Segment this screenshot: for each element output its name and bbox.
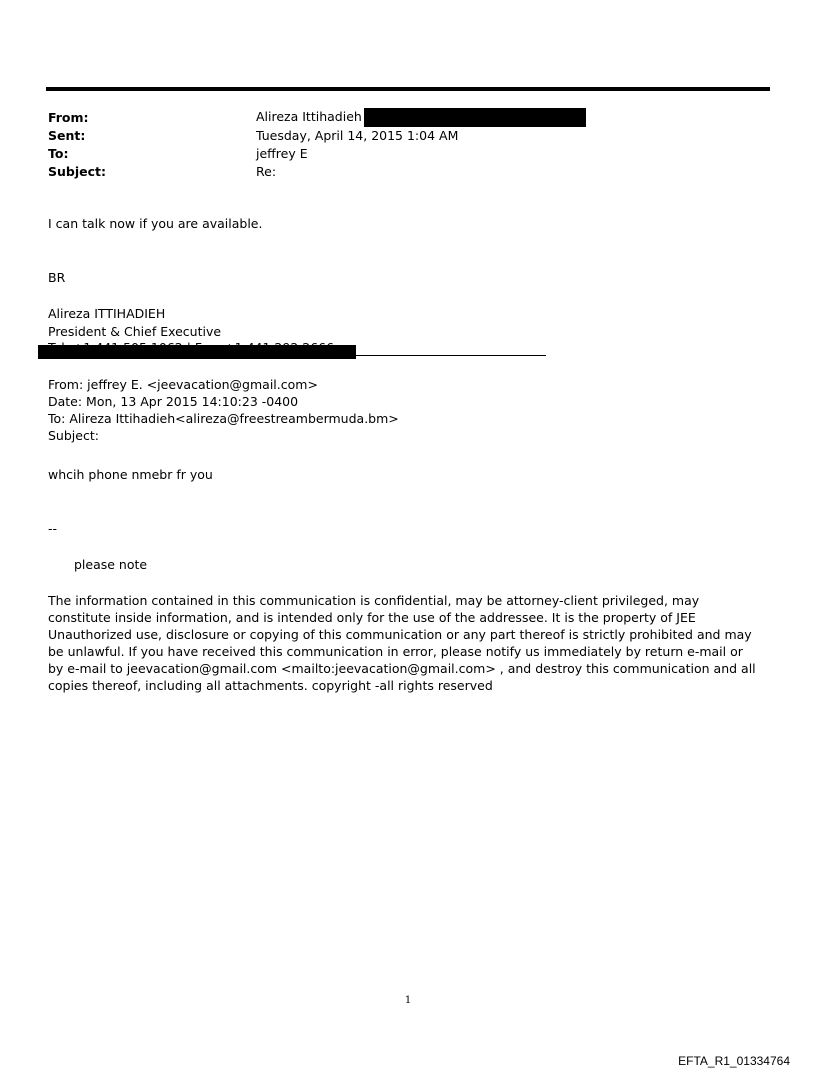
- quoted-message: whcih phone nmebr fr you: [48, 467, 213, 482]
- from-name: Alireza Ittihadieh: [256, 108, 362, 124]
- signature-name: Alireza ITTIHADIEH: [48, 306, 166, 321]
- from-row: [48, 108, 586, 126]
- quoted-separator: --: [48, 521, 58, 536]
- sent-value: Tuesday, April 14, 2015 1:04 AM: [256, 127, 459, 143]
- to-label: To:: [48, 145, 69, 161]
- closing: BR: [48, 270, 66, 285]
- redaction-box: [364, 108, 586, 127]
- document-id: EFTA_R1_01334764: [678, 1054, 790, 1068]
- subject-value: Re:: [256, 163, 277, 179]
- subject-label: Subject:: [48, 163, 106, 179]
- from-label: From:: [48, 109, 89, 125]
- email-header: [48, 108, 586, 180]
- to-row: [48, 144, 586, 162]
- body-line: I can talk now if you are available.: [48, 216, 263, 231]
- quoted-header: [48, 376, 399, 444]
- from-value: [256, 108, 586, 127]
- quoted-subject: Subject:: [48, 428, 99, 443]
- quoted-from: From: jeffrey E. <jeevacation@gmail.com>: [48, 377, 318, 392]
- signature-divider: [38, 355, 546, 356]
- signature-title: President & Chief Executive: [48, 324, 222, 339]
- quoted-date: Date: Mon, 13 Apr 2015 14:10:23 -0400: [48, 394, 299, 409]
- header-rule: [46, 87, 770, 91]
- page-number: 1: [404, 995, 412, 1006]
- quoted-note: please note: [74, 557, 148, 572]
- subject-row: [48, 162, 586, 180]
- disclaimer: The information contained in this communication is confidential, may be attorney-client privileged, may constitute inside information, and is intended only for the use of the addressee. It is the property of JEE Unauthorized use, disclosure or copying of this communication or any part thereof is strictly prohibited and may be unlawful. If you have received this communication in error, please notify us immediately by return e-mail or by e-mail to jeevacation@gmail.com <mailto:jeevacation@gmail.com> , and destroy this communication and all copies thereof, including all attachments. copyright -all rights reserved: [48, 593, 756, 693]
- quoted-to: To: Alireza Ittihadieh<alireza@freestreambermuda.bm>: [48, 411, 399, 426]
- to-value: jeffrey E: [256, 145, 308, 161]
- signature-redaction-box: [38, 345, 356, 359]
- sent-row: [48, 126, 586, 144]
- sent-label: Sent:: [48, 127, 86, 143]
